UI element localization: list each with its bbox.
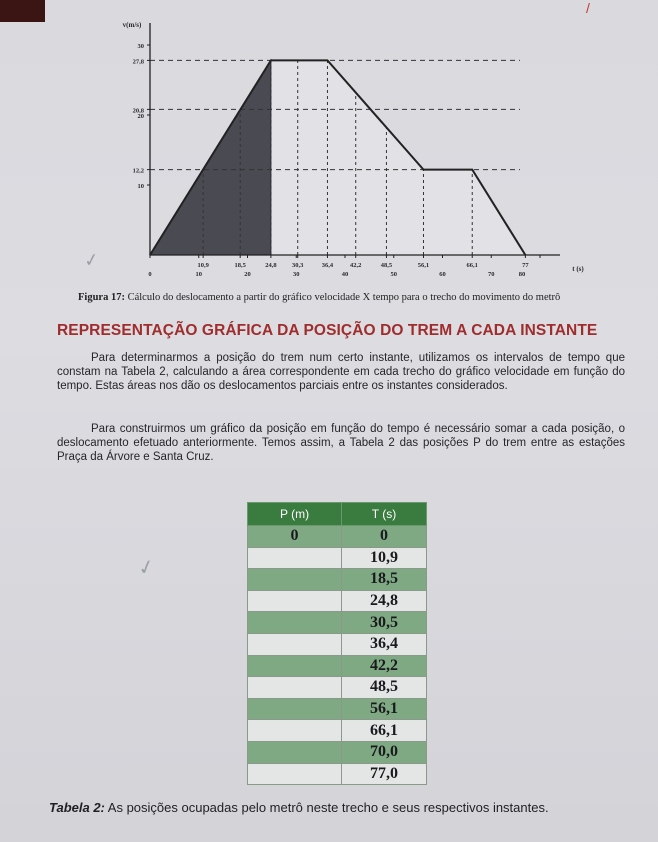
x-tick-label: 50 bbox=[390, 271, 397, 278]
table-row bbox=[248, 612, 427, 634]
table-row bbox=[248, 763, 427, 785]
x-tick-label: 70 bbox=[488, 271, 495, 278]
table-caption bbox=[49, 800, 639, 815]
x-tick-label: 80 bbox=[518, 271, 526, 278]
figure-caption-text: Cálculo do deslocamento a partir do gráfico velocidade X tempo para o trecho do movimento do metrô bbox=[127, 292, 561, 303]
positions-table bbox=[247, 502, 427, 785]
x-tick-label: 24,8 bbox=[265, 262, 277, 269]
y-tick-label: 20,8 bbox=[132, 107, 144, 115]
pen-mark: / bbox=[586, 0, 590, 16]
table-header-position: P (m) bbox=[248, 503, 342, 526]
table-row bbox=[248, 590, 427, 612]
x-tick-label: 30,3 bbox=[292, 262, 304, 269]
x-tick-label: 36,4 bbox=[321, 262, 334, 269]
time-cell: 24,8 bbox=[342, 590, 427, 612]
pencil-mark-icon: ✓ bbox=[82, 248, 101, 272]
time-cell: 18,5 bbox=[342, 569, 427, 591]
time-cell: 56,1 bbox=[342, 698, 427, 720]
position-cell bbox=[248, 741, 342, 763]
time-cell: 36,4 bbox=[342, 633, 427, 655]
table-header-time: T (s) bbox=[342, 503, 427, 526]
table-caption-text: As posições ocupadas pelo metrô neste trecho e seus respectivos instantes. bbox=[107, 800, 549, 815]
x-tick-label: 20 bbox=[244, 271, 251, 278]
position-cell bbox=[248, 633, 342, 655]
x-tick-label: 10 bbox=[195, 271, 202, 278]
x-tick-label: 60 bbox=[439, 271, 446, 278]
x-tick-label: 48,5 bbox=[380, 262, 393, 269]
y-tick-label: 10 bbox=[137, 183, 144, 190]
position-cell bbox=[248, 590, 342, 612]
x-tick-label: 10,9 bbox=[197, 262, 209, 269]
x-tick-label: 40 bbox=[341, 271, 349, 278]
section-title: REPRESENTAÇÃO GRÁFICA DA POSIÇÃO DO TREM A CADA INSTANTE bbox=[57, 322, 598, 339]
x-tick-label: 77 bbox=[522, 262, 529, 269]
x-tick-label: 18,5 bbox=[234, 262, 246, 269]
y-tick-label: 12,2 bbox=[132, 167, 144, 175]
x-tick-label: 42,2 bbox=[350, 262, 362, 269]
figure-label: Figura 17: bbox=[78, 292, 125, 303]
table-caption-label: Tabela 2: bbox=[49, 800, 105, 815]
position-cell bbox=[248, 720, 342, 742]
time-cell: 30,5 bbox=[342, 612, 427, 634]
position-cell bbox=[248, 698, 342, 720]
x-tick-label: 56,1 bbox=[417, 262, 430, 269]
figure-caption bbox=[78, 292, 618, 303]
table-row bbox=[248, 569, 427, 591]
position-cell bbox=[248, 569, 342, 591]
y-axis-label: v(m/s) bbox=[122, 21, 142, 29]
time-cell: 77,0 bbox=[342, 763, 427, 785]
y-tick-label: 20 bbox=[137, 113, 144, 120]
y-tick-label: 30 bbox=[137, 43, 144, 50]
x-tick-label: 0 bbox=[148, 271, 152, 278]
time-cell: 10,9 bbox=[342, 547, 427, 569]
position-cell bbox=[248, 763, 342, 785]
position-cell bbox=[248, 547, 342, 569]
photo-corner-shadow bbox=[0, 0, 45, 22]
time-cell: 48,5 bbox=[342, 677, 427, 699]
paragraph-2-text: Para construirmos um gráfico da posição em função do tempo é necessário somar a cada posição, o deslocamento efetuado anteriormente. Temos assim, a Tabela 2 das posições P do trem entre as estações Praça da Árvore e Santa Cruz. bbox=[57, 423, 625, 463]
paragraph-2 bbox=[57, 422, 625, 464]
time-cell: 42,2 bbox=[342, 655, 427, 677]
time-cell: 66,1 bbox=[342, 720, 427, 742]
x-tick-label: 30 bbox=[293, 271, 300, 278]
position-cell bbox=[248, 655, 342, 677]
y-tick-label: 27,8 bbox=[132, 58, 144, 66]
paragraph-1 bbox=[57, 351, 625, 393]
time-cell: 70,0 bbox=[342, 741, 427, 763]
table-row bbox=[248, 633, 427, 655]
table-row bbox=[248, 698, 427, 720]
table-row bbox=[248, 720, 427, 742]
table-row bbox=[248, 677, 427, 699]
table-row bbox=[248, 741, 427, 763]
table-row bbox=[248, 655, 427, 677]
x-tick-label: 66,1 bbox=[466, 262, 478, 269]
position-cell: 0 bbox=[248, 526, 342, 548]
table-row bbox=[248, 547, 427, 569]
pencil-mark-icon: ✓ bbox=[135, 555, 158, 581]
position-cell bbox=[248, 677, 342, 699]
velocity-time-chart bbox=[95, 15, 585, 290]
paragraph-1-text: Para determinarmos a posição do trem num certo instante, utilizamos os intervalos de tempo que constam na Tabela 2, calculando a área correspondente em cada trecho do gráfico velocidade em função do tempo. Estas áreas nos dão os deslocamentos parciais entre os instantes considerados. bbox=[57, 352, 625, 392]
x-axis-label: t (s) bbox=[572, 265, 584, 273]
position-cell bbox=[248, 612, 342, 634]
table-row bbox=[248, 526, 427, 548]
time-cell: 0 bbox=[342, 526, 427, 548]
